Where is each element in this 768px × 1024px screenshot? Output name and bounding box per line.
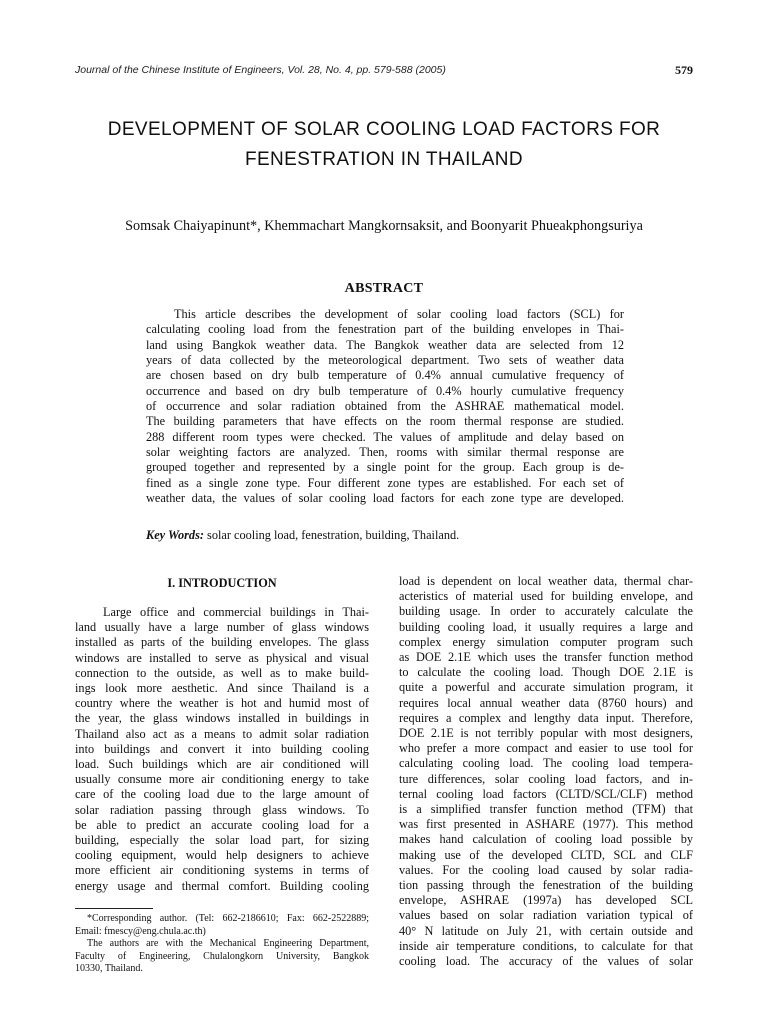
- body-line: ture differences, solar cooling load factors, and in-: [399, 771, 693, 786]
- body-line: installed as parts of the building envelopes. The glass: [75, 635, 369, 650]
- abstract-line: solar weighting factors are analyzed. Then, rooms with similar thermal response are: [146, 445, 624, 460]
- abstract-line: 288 different room types were checked. The values of amplitude and delay based on: [146, 429, 624, 444]
- body-line: land usually have a large number of glass windows: [75, 620, 369, 635]
- body-line: acteristics of material used for building envelope, and: [399, 589, 693, 604]
- body-line: envelope, ASHRAE (1997a) has developed SCL: [399, 893, 693, 908]
- body-line: country where the weather is hot and humid most of: [75, 696, 369, 711]
- abstract-line: occurrence and based on dry bulb temperature of 0.4% hourly cumulative frequency: [146, 383, 624, 398]
- journal-citation: Journal of the Chinese Institute of Engineers, Vol. 28, No. 4, pp. 579-588 (2005): [75, 64, 446, 76]
- body-line: inside air temperature conditions, to calculate for that: [399, 938, 693, 953]
- body-line: load is dependent on local weather data, thermal char-: [399, 574, 693, 588]
- body-line: ings look more aesthetic. And since Thailand is a: [75, 681, 369, 696]
- body-line: into buildings and convert it into building cooling: [75, 741, 369, 756]
- body-line: making use of the developed CLTD, SCL and CLF: [399, 847, 693, 862]
- footnote-line: Faculty of Engineering, Chulalongkorn University, Bangkok: [75, 950, 369, 962]
- body-line: cooling equipment, would help designers to achieve: [75, 848, 369, 863]
- body-line: cooling load. The accuracy of the values of solar: [399, 954, 693, 969]
- body-line: windows are installed to serve as physical and visual: [75, 650, 369, 665]
- body-line: is a simplified transfer function method (TFM) that: [399, 802, 693, 817]
- abstract-line: grouped together and represented by a single point for the group. Each group is de-: [146, 460, 624, 475]
- abstract-line: are chosen based on dry bulb temperature of 0.4% annual cumulative frequency of: [146, 368, 624, 383]
- body-line: be able to predict an accurate cooling load for a: [75, 817, 369, 832]
- body-line: as DOE 2.1E which uses the transfer function method: [399, 650, 693, 665]
- body-line: values based on solar radiation variation typical of: [399, 908, 693, 923]
- body-line: complex energy simulation computer program such: [399, 634, 693, 649]
- body-line: care of the cooling load due to the large amount of: [75, 787, 369, 802]
- body-line: building, especially the solar load part, for sizing: [75, 833, 369, 848]
- footnote-line: Email: fmescy@eng.chula.ac.th): [75, 925, 206, 937]
- body-line: solar radiation passing through glass windows. To: [75, 802, 369, 817]
- abstract-line: of occurrence and solar radiation obtained from the ASHRAE mathematical model.: [146, 399, 624, 414]
- body-line: values. For the cooling load caused by solar radia-: [399, 862, 693, 877]
- abstract-line: The building parameters that have effects on the room thermal response are studied.: [146, 414, 624, 429]
- keywords: [146, 528, 459, 543]
- title-line: DEVELOPMENT OF SOLAR COOLING LOAD FACTORS FOR: [107, 119, 661, 140]
- abstract-line: This article describes the development of solar cooling load factors (SCL) for: [174, 307, 624, 321]
- body-line: 40° N latitude on July 21, with certain outside and: [399, 923, 693, 938]
- left-column: [75, 605, 369, 894]
- body-line: building cooling load, it usually requires a large and: [399, 619, 693, 634]
- abstract-line: weather data, the values of solar cooling load factors for each zone type are developed.: [146, 491, 624, 506]
- body-line: calculating cooling load. The cooling load tempera-: [399, 756, 693, 771]
- body-line: tion passing through the fenestration of the building: [399, 878, 693, 893]
- right-column: [399, 574, 693, 969]
- abstract-line: calculating cooling load from the fenestration part of the building envelopes in Thai-: [146, 322, 624, 337]
- body-line: Thailand also act as a means to admit solar radiation: [75, 726, 369, 741]
- keywords-text: solar cooling load, fenestration, building, Thailand.: [203, 528, 460, 542]
- body-line: was first presented in ASHARE (1977). This method: [399, 817, 693, 832]
- footnote-line: 10330, Thailand.: [75, 963, 143, 975]
- abstract-line: years of data collected by the meteorological department. Two sets of weather data: [146, 353, 624, 368]
- body-line: connection to the outside, as well as to make build-: [75, 665, 369, 680]
- body-line: Large office and commercial buildings in Thai-: [103, 605, 369, 619]
- body-line: to calculate the cooling load. Though DOE 2.1E is: [399, 665, 693, 680]
- body-line: load. Such buildings which are air conditioned will: [75, 757, 369, 772]
- abstract-line: land using Bangkok weather data. The Bangkok weather data are selected from 12: [146, 337, 624, 352]
- paper-title: [60, 115, 708, 175]
- body-line: usually consume more air conditioning energy to take: [75, 772, 369, 787]
- body-line: the year, the glass windows installed in buildings in: [75, 711, 369, 726]
- body-line: more efficient air conditioning systems in terms of: [75, 863, 369, 878]
- title-line: FENESTRATION IN THAILAND: [244, 149, 524, 170]
- body-line: building usage. In order to accurately calculate the: [399, 604, 693, 619]
- body-line: requires a complex and lengthy data input. Therefore,: [399, 710, 693, 725]
- body-line: energy usage and thermal comfort. Building cooling: [75, 878, 369, 893]
- body-line: requires local annual weather data (8760 hours) and: [399, 695, 693, 710]
- abstract-body: [146, 307, 624, 506]
- abstract-line: fined as a single zone type. Four different zone types are established. For each set of: [146, 475, 624, 490]
- body-line: makes hand calculation of cooling load possible by: [399, 832, 693, 847]
- footnote-line: The authors are with the Mechanical Engineering Department,: [87, 938, 369, 950]
- footnote-divider: [75, 908, 153, 909]
- body-line: DOE 2.1E is not terribly popular with most designers,: [399, 726, 693, 741]
- author-list: Somsak Chaiyapinunt*, Khemmachart Mangkornsaksit, and Boonyarit Phueakphongsuriya: [125, 218, 643, 234]
- keywords-label: Key Words:: [146, 528, 204, 542]
- footnotes: [75, 913, 369, 976]
- body-line: who prefer a more compact and easier to use tool for: [399, 741, 693, 756]
- abstract-heading: ABSTRACT: [344, 281, 424, 296]
- body-line: quite a powerful and accurate simulation program, it: [399, 680, 693, 695]
- body-line: ternal cooling load factors (CLTD/SCL/CLF) method: [399, 786, 693, 801]
- page-number: 579: [675, 63, 693, 77]
- footnote-line: *Corresponding author. (Tel: 662-2186610; Fax: 662-2522889;: [87, 913, 369, 924]
- section-heading-introduction: I. INTRODUCTION: [167, 576, 277, 590]
